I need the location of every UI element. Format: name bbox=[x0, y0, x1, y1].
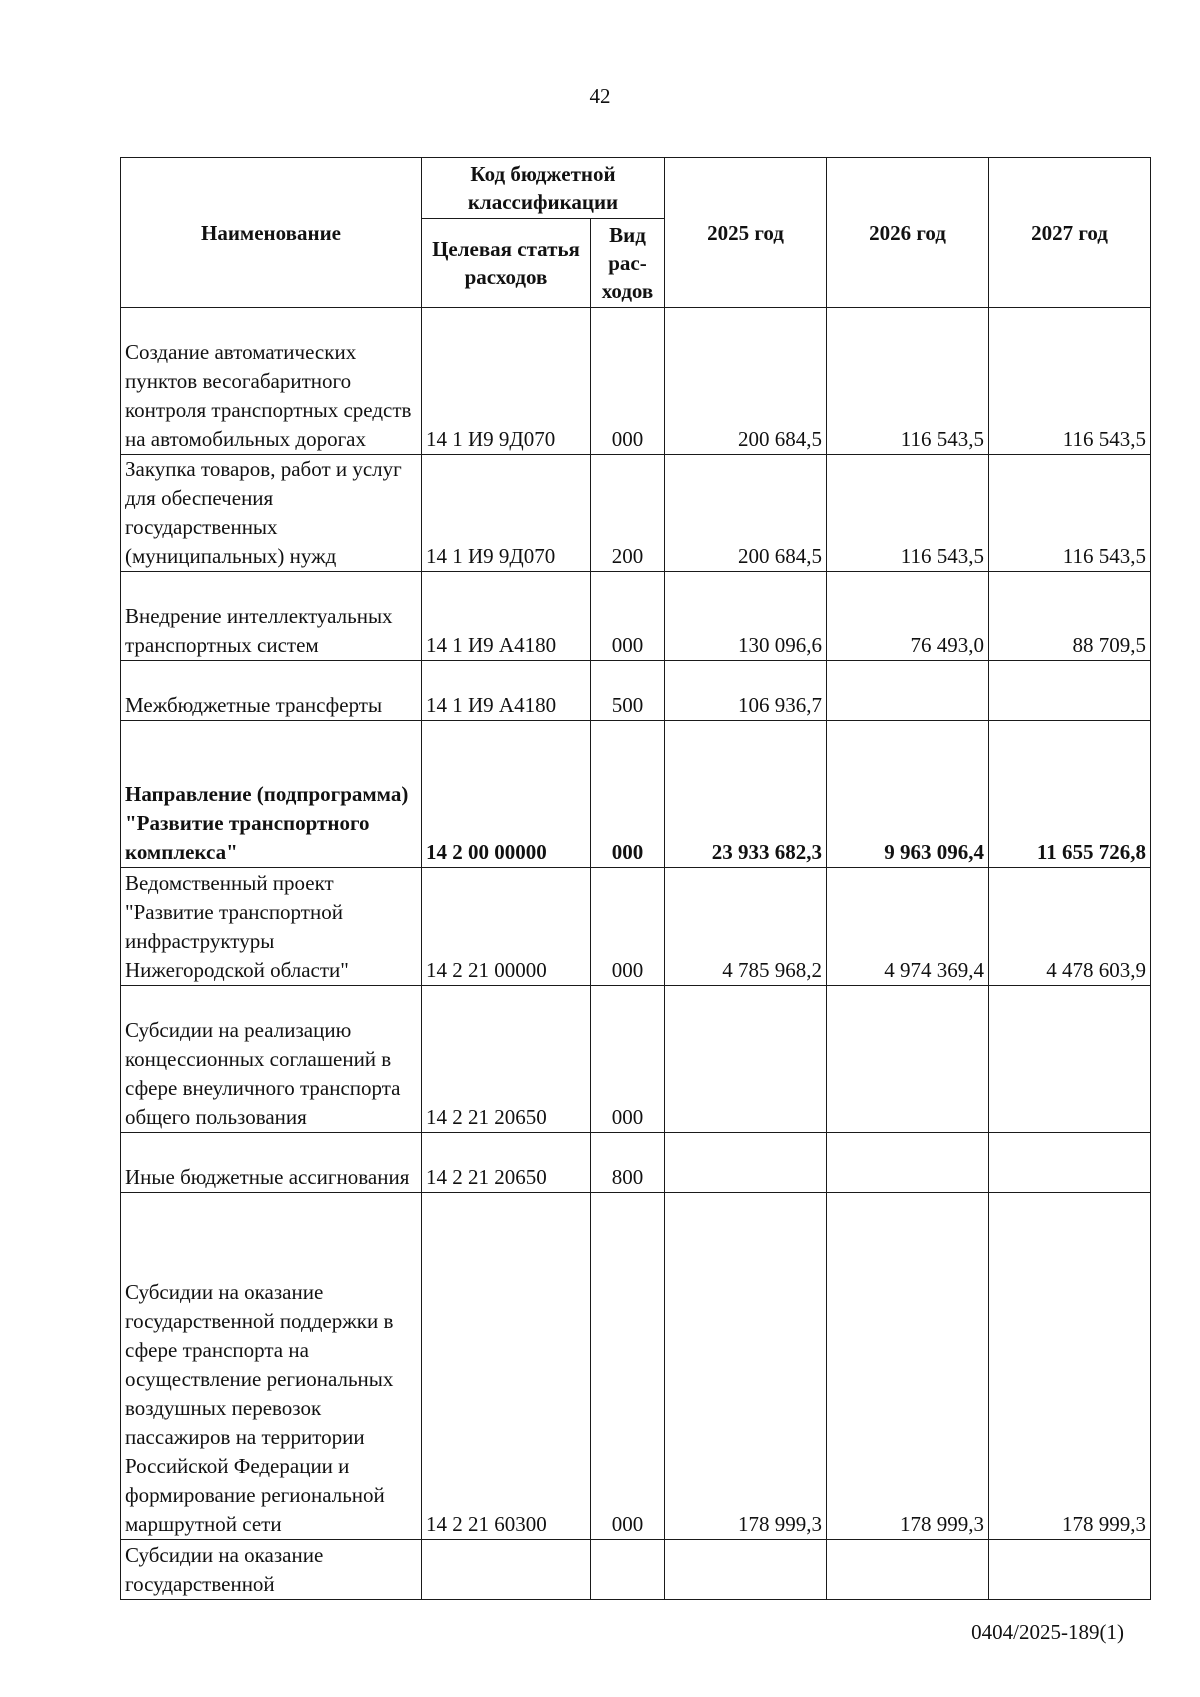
header-2026: 2026 год bbox=[827, 158, 989, 308]
row-expense-type: 000 bbox=[591, 868, 665, 986]
row-value-2026 bbox=[827, 1133, 989, 1193]
row-value-2026: 178 999,3 bbox=[827, 1193, 989, 1540]
row-expense-type: 500 bbox=[591, 661, 665, 721]
row-expense-type bbox=[591, 1540, 665, 1600]
row-value-2027: 116 543,5 bbox=[989, 455, 1151, 572]
row-target-article: 14 2 21 20650 bbox=[422, 1133, 591, 1193]
table-row bbox=[121, 455, 1151, 572]
table-row bbox=[121, 721, 1151, 868]
row-value-2027 bbox=[989, 661, 1151, 721]
row-value-2027 bbox=[989, 986, 1151, 1133]
header-target-article: Целевая статья расходов bbox=[422, 219, 591, 308]
row-target-article: 14 2 00 00000 bbox=[422, 721, 591, 868]
row-expense-type: 000 bbox=[591, 986, 665, 1133]
row-value-2026: 9 963 096,4 bbox=[827, 721, 989, 868]
row-target-article: 14 2 21 60300 bbox=[422, 1193, 591, 1540]
table-row bbox=[121, 1133, 1151, 1193]
row-value-2025: 130 096,6 bbox=[665, 572, 827, 661]
row-name: Иные бюджетные ассигнования bbox=[121, 1133, 422, 1193]
row-expense-type: 200 bbox=[591, 455, 665, 572]
row-value-2025: 106 936,7 bbox=[665, 661, 827, 721]
row-value-2026: 4 974 369,4 bbox=[827, 868, 989, 986]
row-name: Субсидии на оказание государственной bbox=[121, 1540, 422, 1600]
row-name: Создание автоматических пунктов весогабаритного контроля транспортных средств на автомобильных дорогах bbox=[121, 308, 422, 455]
row-value-2027 bbox=[989, 1133, 1151, 1193]
row-name: Внедрение интеллектуальных транспортных систем bbox=[121, 572, 422, 661]
row-target-article: 14 2 21 20650 bbox=[422, 986, 591, 1133]
row-expense-type: 000 bbox=[591, 1193, 665, 1540]
row-value-2026 bbox=[827, 661, 989, 721]
header-expense-type: Вид рас-ходов bbox=[591, 219, 665, 308]
row-value-2026: 116 543,5 bbox=[827, 455, 989, 572]
row-name: Направление (подпрограмма) "Развитие транспортного комплекса" bbox=[121, 721, 422, 868]
row-name: Субсидии на реализацию концессионных соглашений в сфере внеуличного транспорта общего пользования bbox=[121, 986, 422, 1133]
row-name: Субсидии на оказание государственной поддержки в сфере транспорта на осуществление региональных воздушных перевозок пассажиров на территории Российской Федерации и формирование региональной маршрутной сети bbox=[121, 1193, 422, 1540]
row-value-2025 bbox=[665, 1133, 827, 1193]
row-expense-type: 000 bbox=[591, 572, 665, 661]
table-row bbox=[121, 1193, 1151, 1540]
row-target-article: 14 1 И9 9Д070 bbox=[422, 455, 591, 572]
header-budget-code: Код бюджетной классификации bbox=[422, 158, 665, 219]
row-value-2027: 11 655 726,8 bbox=[989, 721, 1151, 868]
table-row bbox=[121, 308, 1151, 455]
row-expense-type: 800 bbox=[591, 1133, 665, 1193]
row-target-article bbox=[422, 1540, 591, 1600]
row-value-2025: 200 684,5 bbox=[665, 455, 827, 572]
row-value-2026: 76 493,0 bbox=[827, 572, 989, 661]
row-value-2025 bbox=[665, 1540, 827, 1600]
row-value-2027 bbox=[989, 1540, 1151, 1600]
budget-table bbox=[120, 157, 1151, 1600]
row-name: Закупка товаров, работ и услуг для обеспечения государственных (муниципальных) нужд bbox=[121, 455, 422, 572]
row-value-2027: 88 709,5 bbox=[989, 572, 1151, 661]
row-value-2027: 4 478 603,9 bbox=[989, 868, 1151, 986]
row-value-2027: 116 543,5 bbox=[989, 308, 1151, 455]
row-value-2025 bbox=[665, 986, 827, 1133]
header-2025: 2025 год bbox=[665, 158, 827, 308]
row-expense-type: 000 bbox=[591, 308, 665, 455]
row-value-2025: 4 785 968,2 bbox=[665, 868, 827, 986]
table-row bbox=[121, 868, 1151, 986]
row-value-2025: 23 933 682,3 bbox=[665, 721, 827, 868]
row-target-article: 14 1 И9 А4180 bbox=[422, 661, 591, 721]
document-id: 0404/2025-189(1) bbox=[971, 1620, 1124, 1644]
row-value-2026 bbox=[827, 1540, 989, 1600]
row-value-2026: 116 543,5 bbox=[827, 308, 989, 455]
row-target-article: 14 2 21 00000 bbox=[422, 868, 591, 986]
row-value-2025: 178 999,3 bbox=[665, 1193, 827, 1540]
row-value-2027: 178 999,3 bbox=[989, 1193, 1151, 1540]
row-target-article: 14 1 И9 А4180 bbox=[422, 572, 591, 661]
row-target-article: 14 1 И9 9Д070 bbox=[422, 308, 591, 455]
table-row bbox=[121, 572, 1151, 661]
table-row bbox=[121, 661, 1151, 721]
row-value-2026 bbox=[827, 986, 989, 1133]
header-name: Наименование bbox=[121, 158, 422, 308]
row-name: Межбюджетные трансферты bbox=[121, 661, 422, 721]
table-row bbox=[121, 1540, 1151, 1600]
table-row bbox=[121, 986, 1151, 1133]
row-value-2025: 200 684,5 bbox=[665, 308, 827, 455]
row-name: Ведомственный проект "Развитие транспортной инфраструктуры Нижегородской области" bbox=[121, 868, 422, 986]
row-expense-type: 000 bbox=[591, 721, 665, 868]
header-2027: 2027 год bbox=[989, 158, 1151, 308]
page-number: 42 bbox=[589, 84, 611, 108]
